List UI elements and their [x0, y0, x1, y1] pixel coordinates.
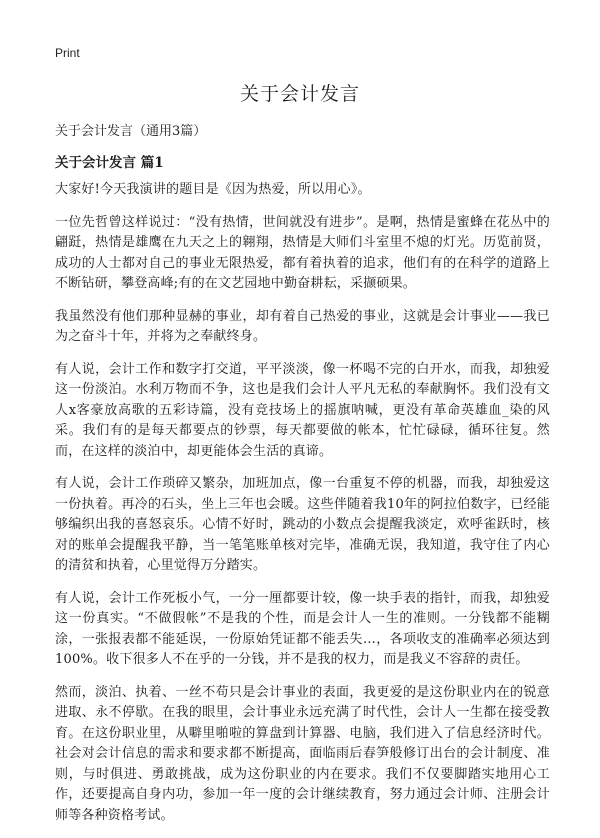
paragraph-career: 我虽然没有他们那种显赫的事业，却有着自己热爱的事业，这就是会计事业——我已为之奋斗十年，并将为之奉献终身。 — [55, 308, 550, 344]
paragraph-progress: 然而，淡泊、执着、一丝不苟只是会计事业的表面，我更爱的是这份职业内在的锐意进取、永不停歇。在我的眼里，会计事业永远充满了时代性，会计人一生都在接受教育。在这份职业里，从噼里啪啦的算盘到计算器、电脑，我们进入了信息经济时代。社会对会计信息的需求和要求都不断提高，面临雨后春笋般修订出台的会计制度、准则，与时俱进、勇敢挑战，成为这份职业的内在要求。我们不仅要脚踏实地用心工作，还要提高自身内功，参加一年一度的会计继续教育，努力通过会计师、注册会计师等各种资格考试。 — [55, 684, 550, 823]
paragraph-passion: 一位先哲曾这样说过：“没有热情，世间就没有进步”。是啊，热情是蜜蜂在花丛中的翩跹，热情是雄鹰在九天之上的翱翔，热情是大师们斗室里不熄的灯光。历览前贤，成功的人士都对自己的事业无限热爱，都有着执着的追求，他们有的在科学的道路上不断钻研，攀登高峰;有的在文艺园地中勤奋耕耘，采撷硕果。 — [55, 214, 550, 291]
paragraph-persistence: 有人说，会计工作琐碎又繁杂，加班加点，像一台重复不停的机器，而我，却独爱这一份执着。再冷的石头，坐上三年也会暖。这些伴随着我10年的阿拉伯数字，已经能够编织出我的喜怒哀乐。心情不好时，跳动的小数点会提醒我淡定，欢呼雀跃时，核对的账单会提醒我平静，当一笔笔账单核对完毕，准确无误，我知道，我守住了内心的清贫和执着，心里觉得万分踏实。 — [55, 476, 550, 573]
paragraph-honesty: 有人说，会计工作死板小气，一分一厘都要计较，像一块手表的指针，而我，却独爱这一份真实。“不做假帐”不是我的个性，而是会计人一生的准则。一分钱都不能糊涂，一张报表都不能延误，一份原始凭证都不能丢失…，各项收支的准确率必须达到100%。收下很多人不在乎的一分钱，并不是我的权力，而是我义不容辞的责任。 — [55, 590, 550, 667]
paragraph-greeting: 大家好!今天我演讲的题目是《因为热爱，所以用心》。 — [55, 182, 371, 197]
article-body — [55, 180, 550, 838]
print-label: Print — [55, 46, 80, 60]
paragraph-plainness: 有人说，会计工作和数字打交道，平平淡淡，像一杯喝不完的白开水，而我，却独爱这一份淡泊。水利万物而不争，这也是我们会计人平凡无私的奉献胸怀。我们没有文人x客豪放高歌的五彩诗篇，没有竞技场上的摇旗呐喊，更没有革命英雄血_染的风采。我们有的是每天都要点的钞票，每天都要做的帐本，忙忙碌碌，循环往复。然而，在这样的淡泊中，却更能体会生活的真谛。 — [55, 361, 550, 459]
section-heading: 关于会计发言 篇1 — [55, 155, 164, 171]
document-title: 关于会计发言 — [239, 83, 360, 105]
document-subtitle: 关于会计发言（通用3篇） — [55, 124, 207, 139]
